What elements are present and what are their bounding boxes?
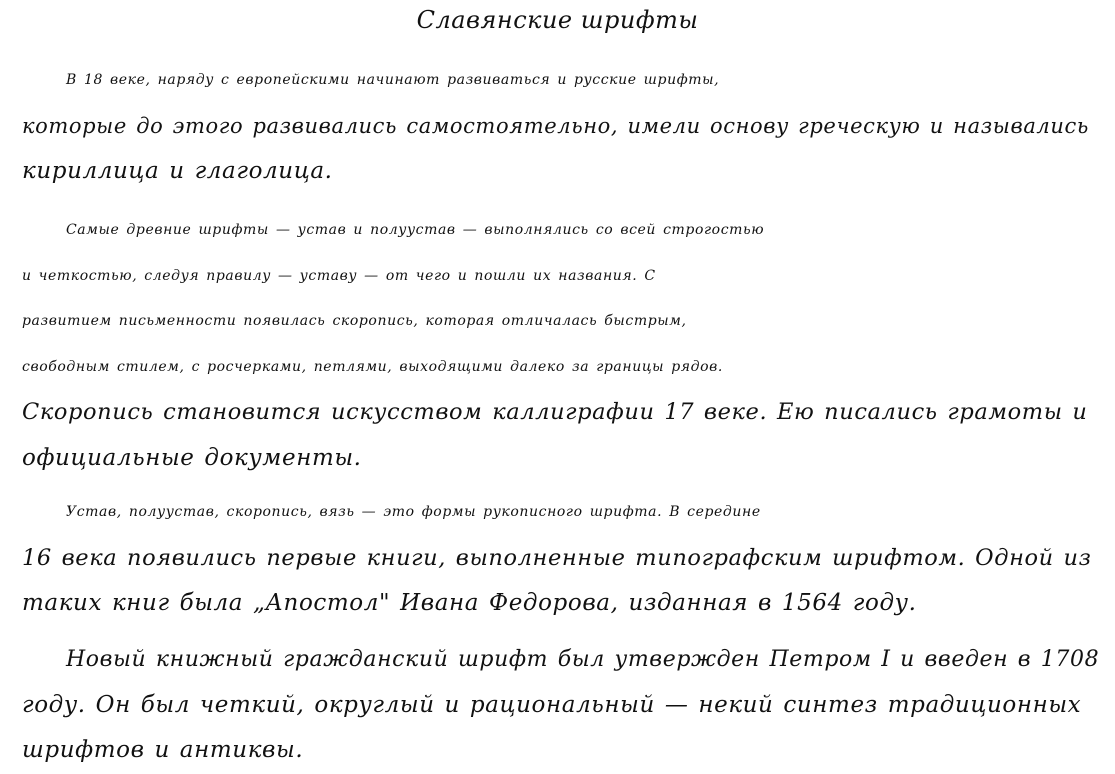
text-line: развитием письменности появилась скоропись, которая отличалась быстрым, [22,313,687,329]
paragraph-3 [22,490,1091,627]
text-line: свободным стилем, с росчерками, петлями, выходящими далеко за границы рядов. [22,358,723,375]
text-line: официальные документы. [22,444,362,471]
text-line: Новый книжный гражданский шрифт был утвержден Петром I и введен в 1708 [66,647,1100,672]
text-line: которые до этого развивались самостоятельно, имели основу греческую и назывались [22,113,1089,138]
paragraph-1 [22,58,1089,195]
text-line: и четкостью, следуя правилу — уставу — от чего и пошли их названия. С [22,267,656,284]
text-line: шрифтов и антиквы. [22,737,304,763]
text-line: Устав, полуустав, скоропись, вязь — это формы рукописного шрифта. В середине [66,504,761,520]
text-line: Самые древние шрифты — устав и полуустав — выполнялись со всей строгостью [66,222,765,238]
text-line: таких книг была „Апостол" Ивана Федорова, изданная в 1564 году. [22,590,917,616]
text-line: году. Он был четкий, округлый и рациональный — некий синтез традиционных [22,691,1082,718]
paragraph-2 [22,208,1087,481]
text-line: Скоропись становится искусством каллиграфии 17 веке. Ею писались грамоты и [22,399,1088,425]
page-title: Славянские шрифты [416,6,699,34]
paragraph-4 [22,637,1099,774]
text-line: В 18 веке, наряду с европейскими начинают развиваться и русские шрифты, [66,72,720,88]
text-line: кириллица и глаголица. [22,158,333,184]
text-line: 16 века появились первые книги, выполненные типографским шрифтом. Одной из [22,544,1092,571]
